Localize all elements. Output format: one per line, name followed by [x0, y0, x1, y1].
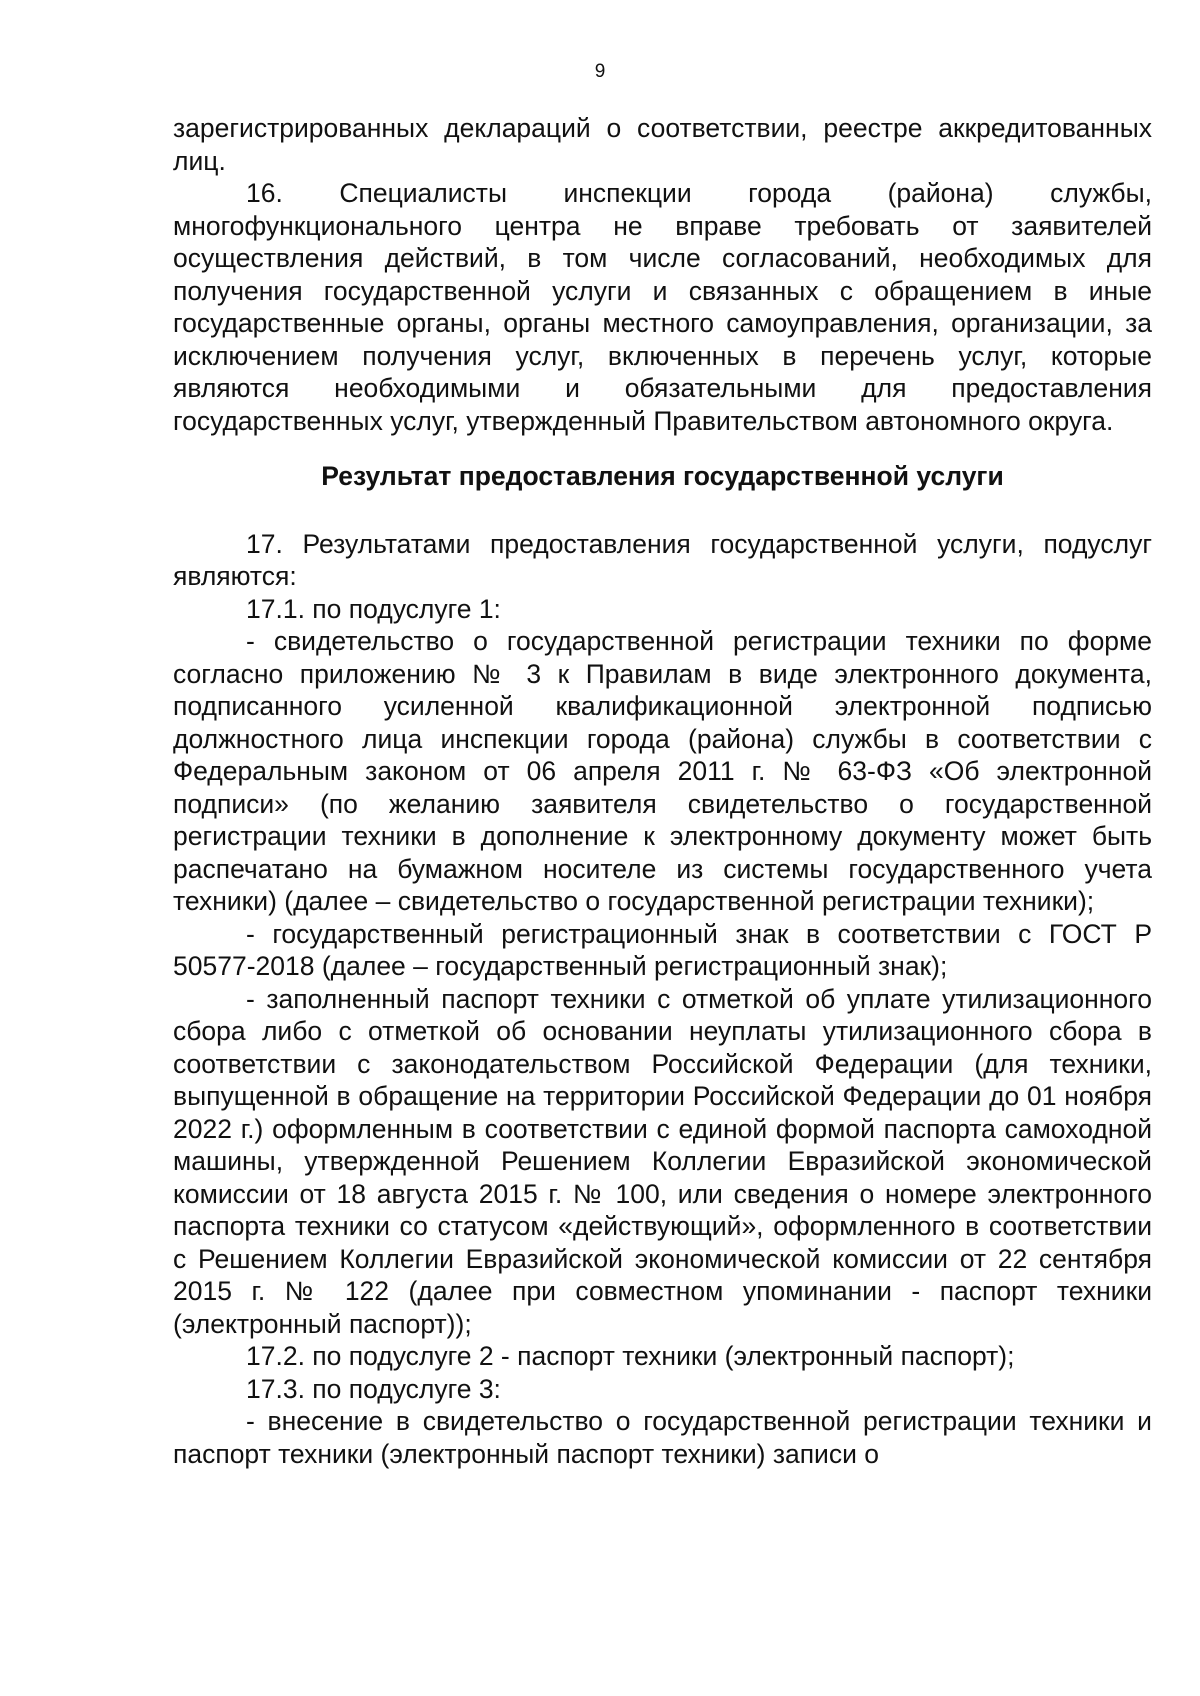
paragraph: 17.1. по подуслуге 1: — [246, 593, 501, 624]
paragraph: - свидетельство о государственной регистрации техники по форме согласно приложению № 3 к Правилам в виде электронного документа, подписанного усиленной квалификационной электронной подписью должностного лица инспекции города (района) службы в соответствии с Федеральным законом от 06 апреля 2011 г. № 63-ФЗ «Об электронной подписи» (по желанию заявителя свидетельство о государственной регистрации техники в дополнение к электронному документу может быть распечатано на бумажном носителе из системы государственного учета техники) (далее – свидетельство о государственной регистрации техники); — [173, 626, 1152, 916]
paragraph-group-top — [173, 112, 1152, 437]
paragraph-group-bottom — [173, 528, 1152, 1471]
paragraph: 16. Специалисты инспекции города (района) службы, многофункционального центра не вправе требовать от заявителей осуществления действий, в том числе согласований, необходимых для получения государственной услуги и связанных с обращением в иные государственные органы, органы местного самоуправления, организации, за исключением получения услуг, включенных в перечень услуг, которые являются необходимыми и обязательными для предоставления государственных услуг, утвержденный Правительством автономного округа. — [173, 178, 1152, 436]
page-number: 9 — [594, 61, 606, 82]
paragraph: - государственный регистрационный знак в соответствии с ГОСТ Р 50577-2018 (далее – государственный регистрационный знак); — [173, 918, 1152, 981]
paragraph: зарегистрированных деклараций о соответствии, реестре аккредитованных лиц. — [173, 113, 1152, 176]
section-heading: Результат предоставления государственной услуги — [321, 461, 1004, 491]
paragraph: 17.3. по подуслуге 3: — [246, 1373, 501, 1404]
paragraph: 17. Результатами предоставления государственной услуги, подуслуг являются: — [173, 528, 1152, 591]
document-body — [173, 112, 1152, 1470]
paragraph: - внесение в свидетельство о государственной регистрации техники и паспорт техники (электронный паспорт техники) записи о — [173, 1406, 1152, 1469]
paragraph: 17.2. по подуслуге 2 - паспорт техники (электронный паспорт); — [246, 1341, 1015, 1371]
paragraph: - заполненный паспорт техники с отметкой об уплате утилизационного сбора либо с отметкой об основании неуплаты утилизационного сбора в соответствии с законодательством Российской Федерации (для техники, выпущенной в обращение на территории Российской Федерации до 01 ноября 2022 г.) оформленным в соответствии с единой формой паспорта самоходной машины, утвержденной Решением Коллегии Евразийской экономической комиссии от 18 августа 2015 г. № 100, или сведения о номере электронного паспорта техники со статусом «действующий», оформленного в соответствии с Решением Коллегии Евразийской экономической комиссии от 22 сентября 2015 г. № 122 (далее при совместном упоминании - паспорт техники (электронный паспорт)); — [173, 983, 1152, 1339]
